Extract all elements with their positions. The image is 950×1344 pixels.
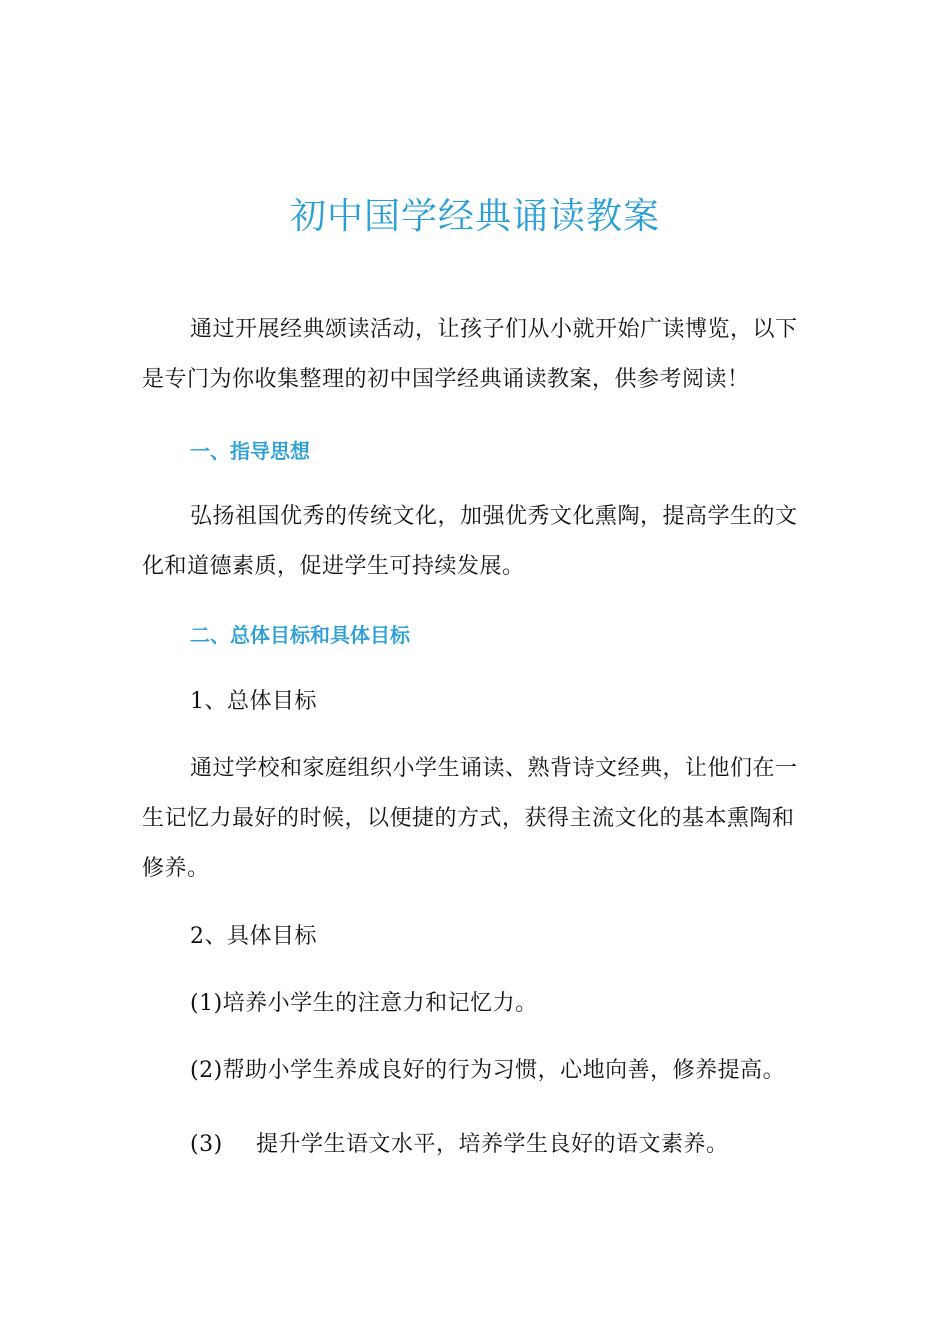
specific-goal-item-3 (190, 1130, 729, 1160)
section-heading-guiding-ideology: 一、指导思想 (190, 439, 310, 463)
specific-goal-item-2: (2)帮助小学生养成良好的行为习惯，心地向善，修养提高。 (190, 1058, 786, 1083)
item-3-text: 提升学生语文水平，培养学生良好的语文素养。 (256, 1132, 729, 1157)
overall-goal-paragraph: 通过学校和家庭组织小学生诵读、熟背诗文经典，让他们在一生记忆力最好的时候，以便捷的方式，获得主流文化的基本熏陶和修养。 (142, 756, 798, 881)
item-3-number: (3) (190, 1132, 223, 1157)
document-title: 初中国学经典诵读教案 (289, 196, 660, 237)
overall-goal-subtitle: 1、总体目标 (190, 689, 317, 714)
specific-goal-subtitle: 2、具体目标 (190, 924, 317, 949)
section-heading-goals: 二、总体目标和具体目标 (190, 623, 410, 647)
intro-paragraph: 通过开展经典颂读活动，让孩子们从小就开始广读博览，以下是专门为你收集整理的初中国学经典诵读教案，供参考阅读！ (142, 317, 798, 392)
specific-goal-item-1: (1)培养小学生的注意力和记忆力。 (190, 991, 538, 1016)
guiding-ideology-paragraph: 弘扬祖国优秀的传统文化，加强优秀文化熏陶，提高学生的文化和道德素质，促进学生可持续发展。 (142, 504, 798, 579)
